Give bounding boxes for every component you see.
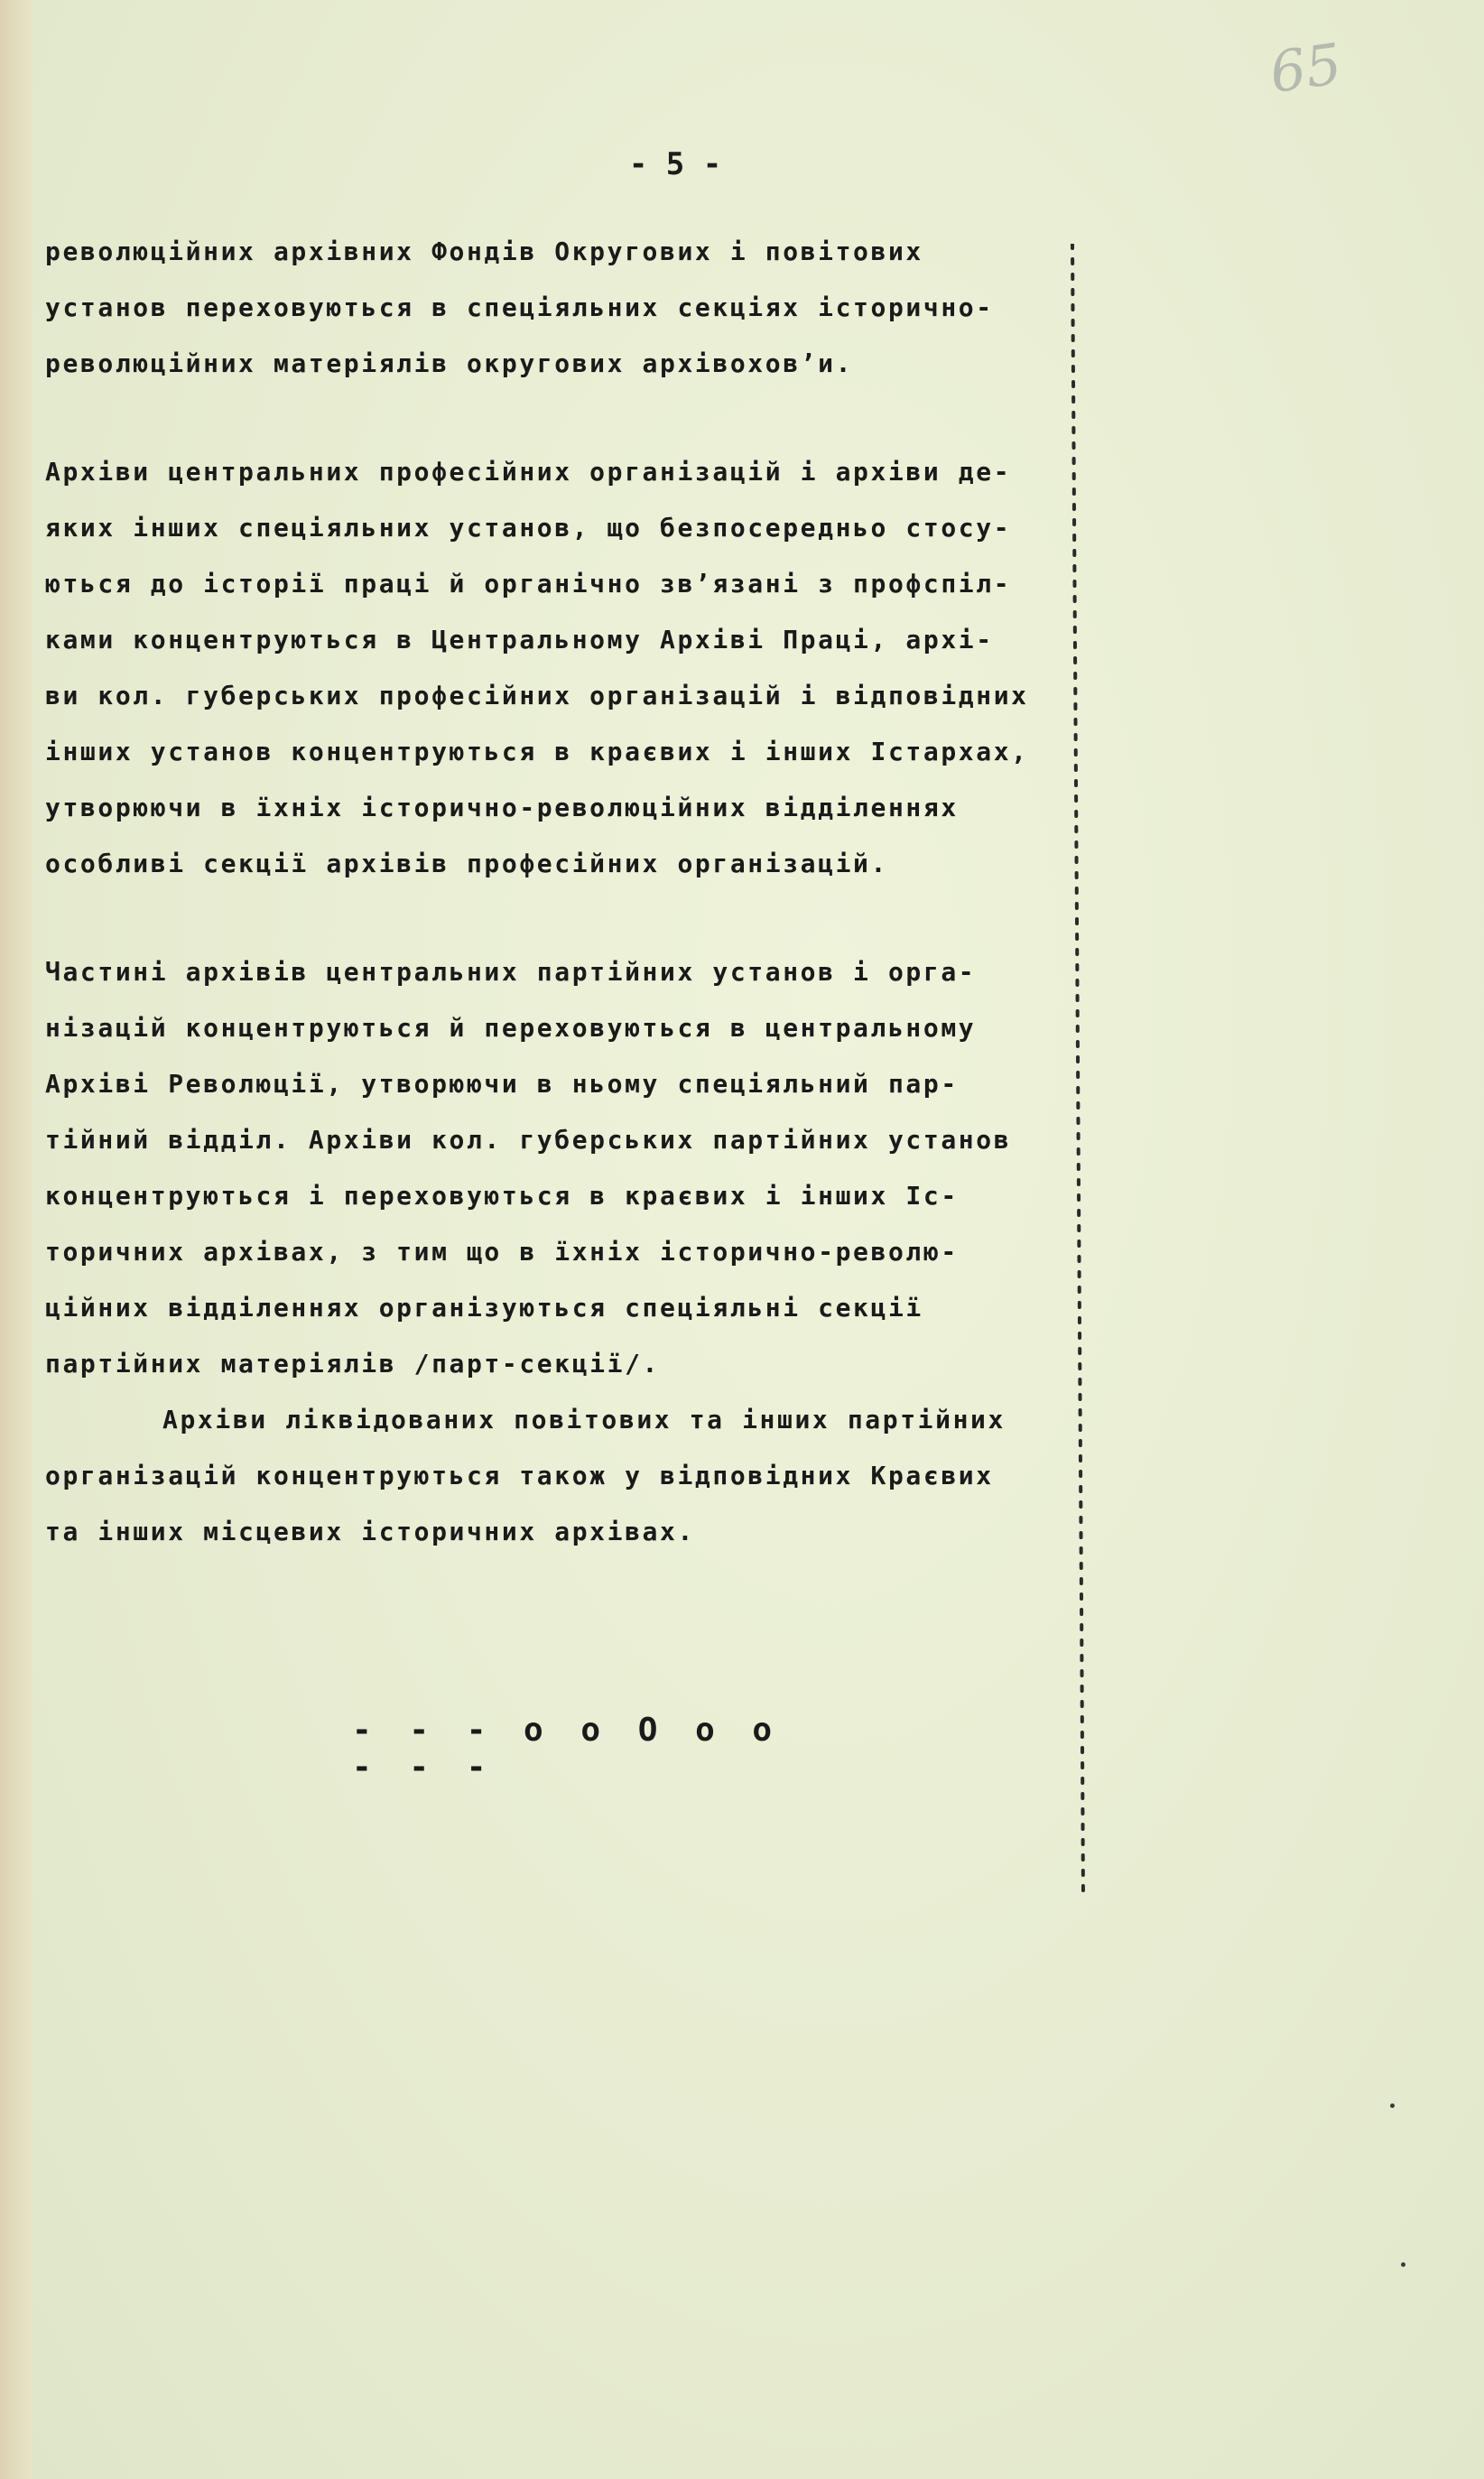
text-line: Архіви центральних професійних організацій і архіви де-: [45, 457, 1012, 487]
text-line: революційних матеріялів округових архівохов’и.: [45, 348, 854, 378]
text-line: та інших місцевих історичних архівах.: [45, 1517, 695, 1546]
text-line: інших установ концентруються в краєвих і інших Істархах,: [45, 737, 1029, 766]
text-line: тійний відділ. Архіви кол. губерських партійних установ: [45, 1125, 1012, 1155]
paragraph-1: [45, 224, 1101, 392]
text-line: яких інших спеціяльних установ, що безпосередньо стосу-: [45, 513, 1012, 543]
text-line: ційних відділеннях організуються спеціяльні секції: [45, 1293, 923, 1323]
archive-folio-number: 65: [1266, 30, 1346, 107]
paragraph-2: [45, 444, 1101, 892]
text-line: організацій концентруються також у відповідних Краєвих: [45, 1461, 994, 1490]
dotted-margin-rule: [1063, 244, 1136, 1896]
text-line: партійних матеріялів /парт-секції/.: [45, 1349, 661, 1379]
paper-speck: [1390, 2103, 1395, 2108]
text-line: Частині архівів центральних партійних установ і орга-: [45, 957, 977, 987]
text-line: Архіви ліквідованих повітових та інших партійних: [162, 1405, 1006, 1434]
end-ornament: - - - о о О о о - - -: [352, 1712, 782, 1786]
text-line: утворюючи в їхніх історично-революційних відділеннях: [45, 793, 959, 822]
text-line: Архіві Революції, утворюючи в ньому спеціяльний пар-: [45, 1069, 959, 1099]
paper-speck: [1401, 2262, 1405, 2267]
paragraph-4: [45, 1392, 1101, 1560]
text-line: ви кол. губерських професійних організацій і відповідних: [45, 681, 1029, 710]
text-line: нізацій концентруються й переховуються в центральному: [45, 1013, 977, 1043]
text-line: революційних архівних Фондів Округових і повітових: [45, 237, 923, 266]
text-line: концентруються і переховуються в краєвих і інших Іс-: [45, 1181, 959, 1211]
text-line: ками концентруються в Центральному Архіві Праці, архі-: [45, 625, 994, 655]
text-line: ються до історії праці й органічно зв’язані з профспіл-: [45, 569, 1012, 599]
text-line: торичних архівах, з тим що в їхніх історично-револю-: [45, 1237, 959, 1267]
paragraph-3: [45, 944, 1101, 1392]
page-number: - 5 -: [628, 146, 722, 182]
text-line: особливі секції архівів професійних організацій.: [45, 849, 888, 878]
text-line: установ переховуються в спеціяльних секціях історично-: [45, 292, 994, 322]
document-body: [45, 224, 1101, 1560]
